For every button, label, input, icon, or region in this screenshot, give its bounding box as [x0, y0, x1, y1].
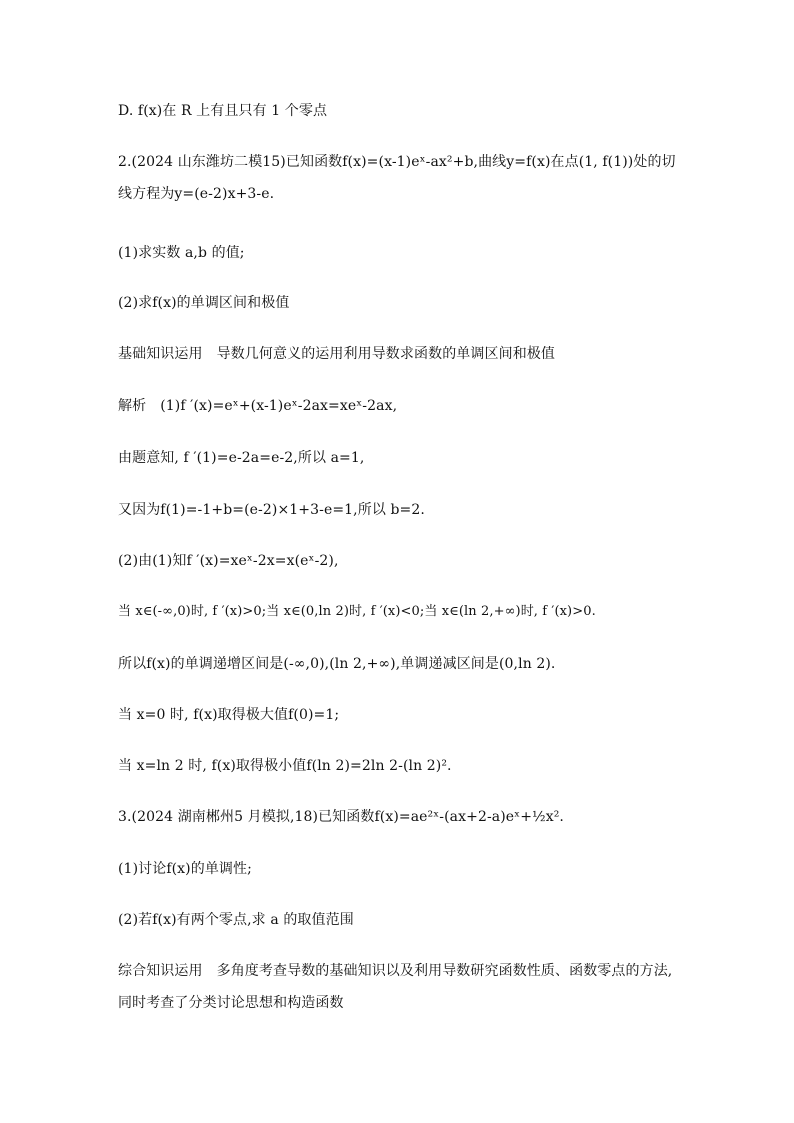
basic-knowledge-text: 导数几何意义的运用利用导数求函数的单调区间和极值: [216, 346, 556, 362]
problem-2-part-2: (2)求f(x)的单调区间和极值: [118, 295, 290, 311]
solution-line-1: [118, 396, 678, 416]
solution-line-7: 当 x=0 时, f(x)取得极大值f(0)=1;: [118, 707, 340, 723]
option-d-text: D. f(x)在 R 上有且只有 1 个零点: [118, 103, 328, 119]
solution-line-6: 所以f(x)的单调递增区间是(-∞,0),(ln 2,+∞),单调递减区间是(0,ln 2).: [118, 656, 556, 672]
solution-line-4: (2)由(1)知f ′(x)=xeˣ-2x=x(eˣ-2),: [118, 553, 339, 569]
problem-3-part-2: (2)若f(x)有两个零点,求 a 的取值范围: [118, 912, 354, 928]
problem-2-statement: 2.(2024 山东潍坊二模15)已知函数f(x)=(x-1)eˣ-ax²+b,曲线y=f(x)在点(1, f(1))处的切线方程为y=(e-2)x+3-e.: [118, 154, 676, 202]
solution-derivative: (1)f ′(x)=eˣ+(x-1)eˣ-2ax=xeˣ-2ax,: [160, 398, 398, 414]
solution-line-3: 又因为f(1)=-1+b=(e-2)×1+3-e=1,所以 b=2.: [118, 502, 425, 518]
problem-3-part-1: (1)讨论f(x)的单调性;: [118, 861, 252, 877]
solution-label: 解析: [118, 398, 147, 414]
comprehensive-knowledge-note: [118, 955, 678, 1019]
solution-line-5: 当 x∈(-∞,0)时, f ′(x)>0;当 x∈(0,ln 2)时, f ′(x)<0;当 x∈(ln 2,+∞)时, f ′(x)>0.: [118, 604, 596, 619]
basic-knowledge-note: [118, 344, 678, 364]
basic-knowledge-label: 基础知识运用: [118, 346, 203, 362]
solution-line-2: 由题意知, f ′(1)=e-2a=e-2,所以 a=1,: [118, 450, 365, 466]
problem-2-part-1: (1)求实数 a,b 的值;: [118, 245, 245, 261]
comprehensive-knowledge-text: 多角度考查导数的基础知识以及利用导数研究函数性质、函数零点的方法,同时考查了分类讨论思想和构造函数: [118, 963, 673, 1011]
solution-line-8: 当 x=ln 2 时, f(x)取得极小值f(ln 2)=2ln 2-(ln 2)².: [118, 758, 452, 774]
problem-3-statement: 3.(2024 湖南郴州5 月模拟,18)已知函数f(x)=ae²ˣ-(ax+2-a)eˣ+½x².: [118, 809, 564, 825]
comprehensive-knowledge-label: 综合知识运用: [118, 963, 203, 979]
